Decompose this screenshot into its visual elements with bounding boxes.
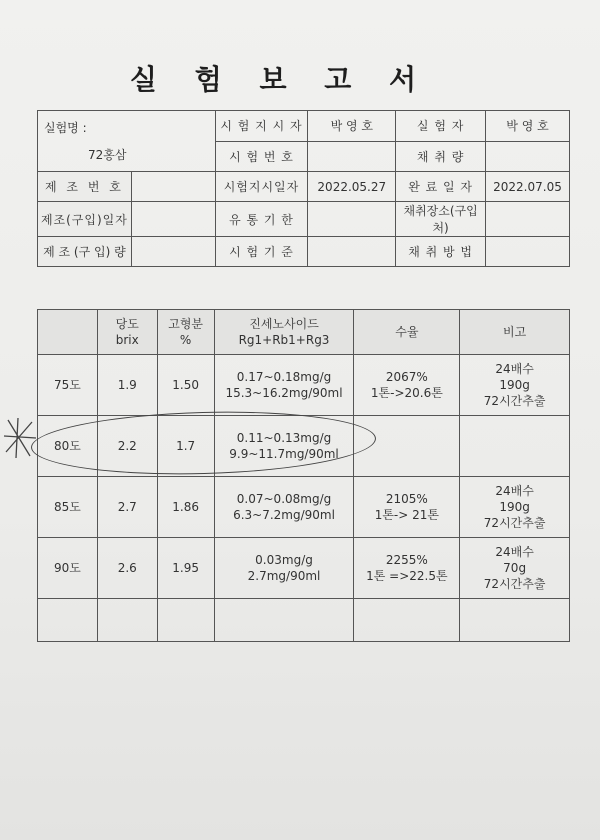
results-table	[37, 309, 570, 642]
yield-line1: 2255%	[385, 553, 428, 567]
brix-cell: 2.6	[97, 538, 157, 599]
yield-cell	[354, 355, 460, 416]
header-gin-line1: 진세노사이드	[249, 317, 319, 331]
instruction-date-value: 2022.05.27	[308, 172, 396, 202]
sampling-method-label: 채 취 방 법	[396, 237, 486, 267]
gin-line1: 0.07~0.08mg/g	[236, 492, 332, 506]
faded-footer-text	[150, 826, 450, 840]
note-cell	[460, 538, 570, 599]
gin-line1: 0.11~0.13mg/g	[236, 431, 332, 445]
sample-amount-value	[485, 141, 569, 172]
test-standard-value	[308, 237, 396, 267]
header-brix-line1: 당도	[115, 317, 139, 331]
header-solid-line1: 고형분	[168, 317, 204, 331]
manufacture-amount-label: 제 조 (구 입) 량	[38, 237, 132, 267]
instruction-date-label: 시험지시일자	[215, 172, 308, 202]
ginsenoside-cell	[214, 477, 354, 538]
experimenter-label: 실 험 자	[396, 111, 486, 142]
blank-cell	[214, 599, 354, 642]
solid-cell: 1.50	[157, 355, 214, 416]
header-brix-line2: brix	[115, 333, 139, 347]
test-number-label: 시 험 번 호	[215, 141, 308, 172]
gin-line2: 9.9~11.7mg/90ml	[229, 447, 339, 461]
note-line2: 70g	[503, 561, 527, 575]
gin-line1: 0.03mg/g	[255, 553, 313, 567]
sample-amount-label: 채 취 량	[396, 141, 486, 172]
experiment-name-cell	[38, 111, 216, 172]
manufacture-date-value	[131, 202, 215, 237]
temp-cell: 75도	[38, 355, 98, 416]
note-line2: 190g	[499, 378, 530, 392]
result-row-blank	[38, 599, 570, 642]
blank-cell	[460, 599, 570, 642]
blank-cell	[97, 599, 157, 642]
report-title: 실 험 보 고 서	[129, 63, 431, 96]
sampling-method-value	[485, 237, 569, 267]
solid-cell: 1.95	[157, 538, 214, 599]
instructor-value: 박 영 호	[308, 111, 396, 142]
manufacture-amount-value	[131, 237, 215, 267]
brix-cell: 2.2	[97, 416, 157, 477]
note-line3: 72시간추출	[483, 577, 546, 591]
test-number-value	[308, 141, 396, 172]
note-line2: 190g	[499, 500, 530, 514]
gin-line2: 15.3~16.2mg/90ml	[225, 386, 343, 400]
manufacture-number-value	[131, 172, 215, 202]
expiry-value	[308, 202, 396, 237]
blank-cell	[157, 599, 214, 642]
yield-line1: 2067%	[385, 370, 428, 384]
test-standard-label: 시 험 기 준	[215, 237, 308, 267]
yield-line1: 2105%	[385, 492, 428, 506]
experiment-name-label: 실험명 :	[44, 121, 87, 135]
note-cell	[460, 355, 570, 416]
yield-line2: 1톤->20.6톤	[370, 386, 443, 400]
ginsenoside-cell	[214, 355, 354, 416]
note-cell	[460, 477, 570, 538]
note-line3: 72시간추출	[483, 516, 546, 530]
note-line1: 24배수	[495, 362, 534, 376]
gin-line1: 0.17~0.18mg/g	[236, 370, 332, 384]
header-solid-line2: %	[179, 333, 192, 347]
header-note: 비고	[460, 310, 570, 355]
brix-cell: 1.9	[97, 355, 157, 416]
brix-cell: 2.7	[97, 477, 157, 538]
header-brix	[97, 310, 157, 355]
results-header-row	[38, 310, 570, 355]
experimenter-value: 박 영 호	[485, 111, 569, 142]
experiment-name-value: 72홍삼	[88, 148, 127, 162]
note-line3: 72시간추출	[483, 394, 546, 408]
gin-line2: 6.3~7.2mg/90ml	[233, 508, 335, 522]
manufacture-date-label: 제조(구입)일자	[38, 202, 132, 237]
yield-cell	[354, 538, 460, 599]
header-gin-line2: Rg1+Rb1+Rg3	[238, 333, 330, 347]
note-line1: 24배수	[495, 545, 534, 559]
result-row-85	[38, 477, 570, 538]
sampling-place-value	[485, 202, 569, 237]
note-line1: 24배수	[495, 484, 534, 498]
info-table	[37, 110, 570, 267]
completion-date-value: 2022.07.05	[485, 172, 569, 202]
header-yield: 수율	[354, 310, 460, 355]
blank-cell	[354, 599, 460, 642]
yield-cell	[354, 477, 460, 538]
gin-line2: 2.7mg/90ml	[247, 569, 321, 583]
header-solid	[157, 310, 214, 355]
note-cell	[460, 416, 570, 477]
solid-cell: 1.7	[157, 416, 214, 477]
solid-cell: 1.86	[157, 477, 214, 538]
sampling-place-label: 채취장소(구입처)	[396, 202, 486, 237]
header-temp	[38, 310, 98, 355]
instructor-label: 시 험 지 시 자	[215, 111, 308, 142]
header-ginsenoside	[214, 310, 354, 355]
temp-cell: 80도	[38, 416, 98, 477]
completion-date-label: 완 료 일 자	[396, 172, 486, 202]
result-row-75	[38, 355, 570, 416]
yield-line2: 1톤-> 21톤	[374, 508, 439, 522]
temp-cell: 90도	[38, 538, 98, 599]
expiry-label: 유 통 기 한	[215, 202, 308, 237]
manufacture-number-label: 제 조 번 호	[38, 172, 132, 202]
temp-cell: 85도	[38, 477, 98, 538]
ginsenoside-cell	[214, 538, 354, 599]
handwritten-star-mark-icon	[2, 416, 38, 460]
result-row-90	[38, 538, 570, 599]
blank-cell	[38, 599, 98, 642]
yield-line2: 1톤 =>22.5톤	[366, 569, 448, 583]
